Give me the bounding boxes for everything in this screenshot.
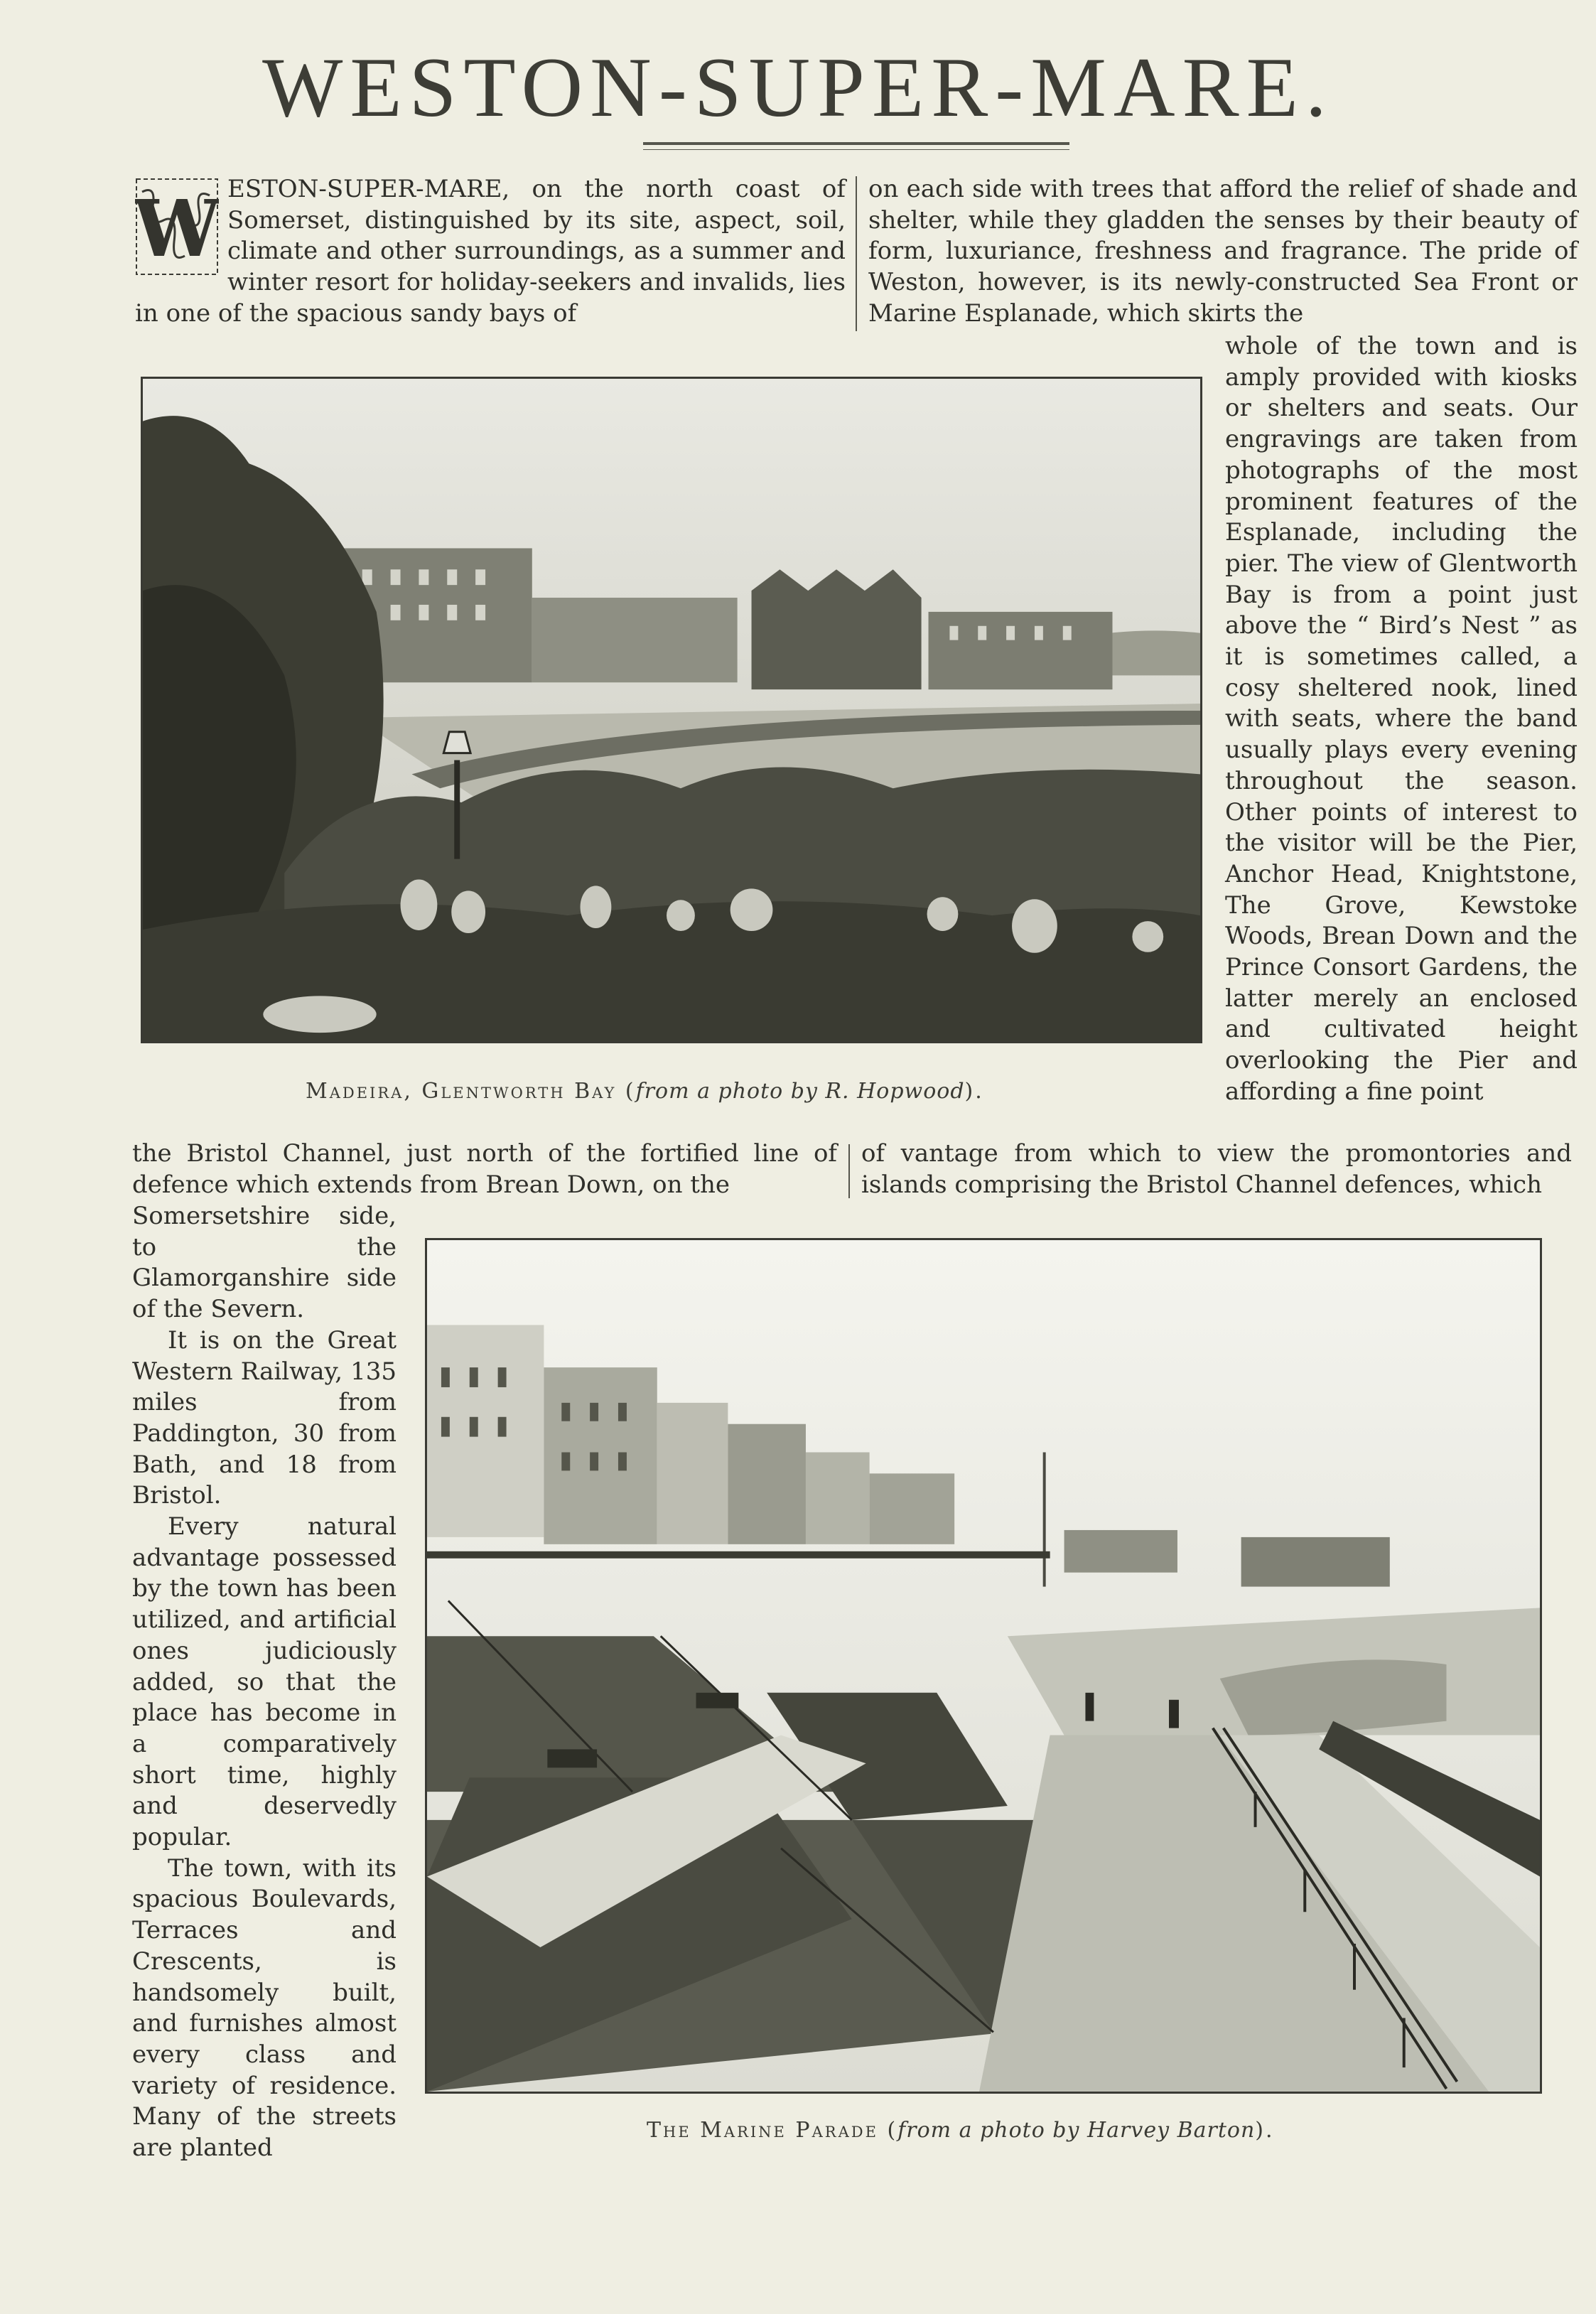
caption-figure-2: The Marine Parade (from a photo by Harvey Barton). bbox=[647, 2118, 1275, 2143]
col1-mid-text: the Bristol Channel, just north of the fortified line of defence which extends from Brean Down, on the bbox=[132, 1139, 837, 1199]
title-rule bbox=[643, 142, 1069, 145]
left-paragraph-1: Somersetshire side, to the Glamorganshire side of the Severn. bbox=[132, 1202, 397, 1324]
title-rule-thin bbox=[643, 149, 1069, 150]
left-column-text bbox=[132, 1201, 397, 2163]
left-paragraph-2: It is on the Great Western Railway, 135 miles from Paddington, 30 from Bath, and 18 from Bristol. bbox=[132, 1325, 397, 1510]
col1-top-text: ESTON-SUPER-MARE, on the north coast of Somerset, distinguished by its site, aspect, soil, climate and other surroundings, as a summer and winter resort for holiday-seekers and invalids, lies in one of the spacious sandy bays of bbox=[135, 175, 846, 328]
svg-text:W: W bbox=[135, 183, 219, 274]
right-column-text: whole of the town and is amply provided with kiosks or shelters and seats. Our engravings are taken from photographs of the most prominent features of the Esplanade, including the pier. The view of Glentworth Bay is from a point just above the “ Bird’s Nest ” as it is sometimes called, a cosy sheltered nook, lined with seats, where the band usually plays every evening throughout the season. Other points of interest to the visitor will be the Pier, Anchor Head, Knightstone, The Grove, Kewstoke Woods, Brean Down and the Prince Consort Gardens, the latter merely an enclosed and cultivated height overlooking the Pier and affording a fine point bbox=[1225, 332, 1578, 1106]
left-paragraph-4: The town, with its spacious Boulevards, Terraces and Crescents, is handsomely built, and furnishes almost every class and variety of residence. Many of the streets are planted bbox=[132, 1853, 397, 2163]
column-divider-mid bbox=[848, 1144, 850, 1198]
photo-madeira-glentworth-bay bbox=[141, 377, 1202, 1043]
photo-marine-parade bbox=[425, 1238, 1542, 2094]
col2-mid-text: of vantage from which to view the promontories and islands comprising the Bristol Channel defences, which bbox=[861, 1139, 1572, 1199]
caption-figure-1: Madeira, Glentworth Bay (from a photo by R. Hopwood). bbox=[306, 1079, 984, 1104]
left-paragraph-3: Every natural advantage possessed by the town has been utilized, and artificial ones judiciously added, so that the place has become in a comparatively short time, highly and deservedly popular. bbox=[132, 1512, 397, 1852]
page-title: WESTON-SUPER-MARE. bbox=[262, 40, 1334, 134]
col2-top-text: on each side with trees that afford the relief of shade and shelter, while they gladden the senses by their beauty of form, luxuriance, freshness and fragrance. The pride of Weston, however, is its newly-constructed Sea Front or Marine Esplanade, which skirts the bbox=[868, 175, 1578, 328]
column-divider-top bbox=[856, 176, 857, 331]
